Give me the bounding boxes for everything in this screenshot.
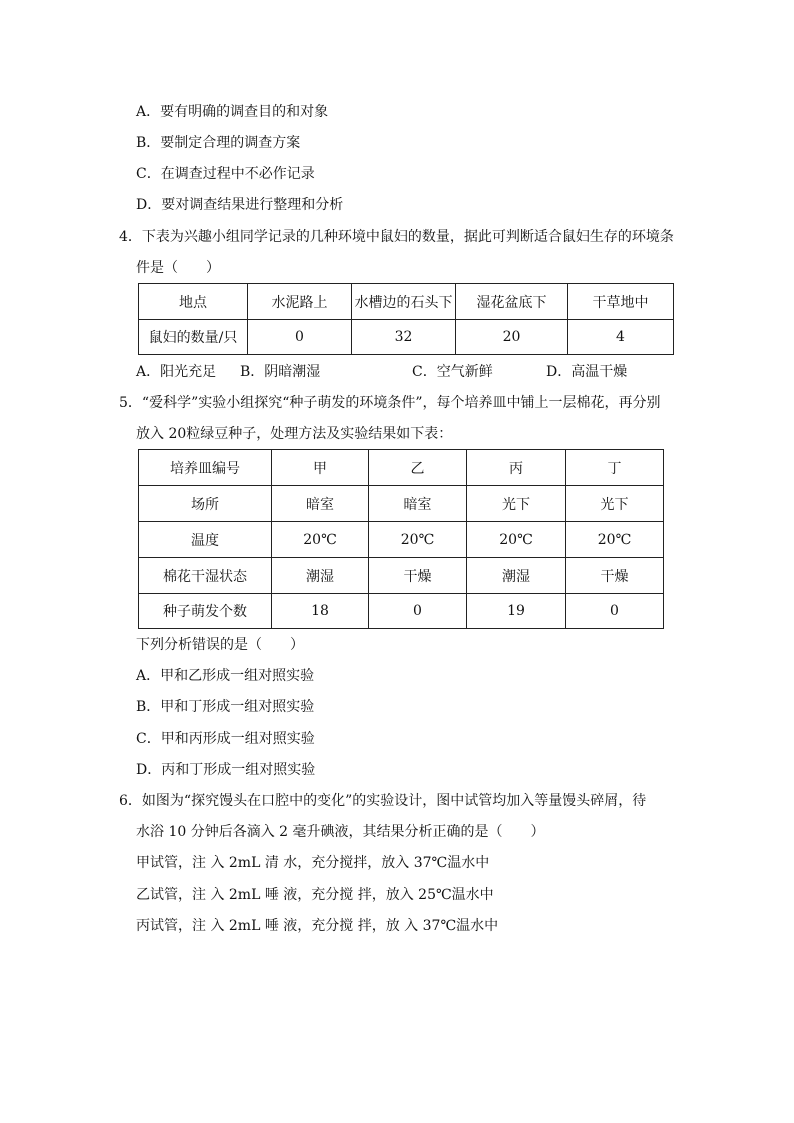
table-header-cell: 丙	[467, 450, 566, 486]
table-header-cell: 丁	[566, 450, 664, 486]
q3-option-b: B．要制定合理的调查方案	[136, 135, 301, 151]
table-header-cell: 乙	[369, 450, 467, 486]
q6-tube-yi: 乙试管，注 入 2mL 唾 液，充分搅 拌，放入 25℃温水中	[136, 887, 494, 903]
table-cell: 暗室	[272, 486, 369, 522]
table-cell: 18	[272, 594, 369, 629]
table-row	[139, 558, 664, 594]
table-row	[139, 284, 674, 320]
q4-option-c: C．空气新鲜	[412, 364, 493, 380]
q6-tube-jia: 甲试管，注 入 2mL 清 水，充分搅拌，放入 37℃温水中	[136, 855, 490, 871]
table-cell: 干燥	[566, 558, 664, 594]
table-row	[139, 450, 664, 486]
table-cell: 32	[352, 320, 456, 355]
table-cell: 暗室	[369, 486, 467, 522]
table-cell: 20	[456, 320, 568, 355]
q5-option-b: B．甲和丁形成一组对照实验	[136, 699, 315, 715]
q6-stem-line1: 6．如图为“探究馒头在口腔中的变化”的实验设计，图中试管均加入等量馒头碎屑，待	[119, 793, 647, 809]
q3-option-c: C．在调查过程中不必作记录	[136, 166, 315, 182]
table-cell: 场所	[139, 486, 272, 522]
table-header-cell: 培养皿编号	[139, 450, 272, 486]
q4-option-d: D．高温干燥	[546, 364, 628, 380]
table-row	[139, 522, 664, 558]
table-cell: 光下	[467, 486, 566, 522]
table-cell: 20℃	[467, 522, 566, 558]
table-header-cell: 甲	[272, 450, 369, 486]
table-cell: 潮湿	[467, 558, 566, 594]
table-row	[139, 486, 664, 522]
table-cell: 4	[568, 320, 674, 355]
table-cell: 19	[467, 594, 566, 629]
table-cell: 棉花干湿状态	[139, 558, 272, 594]
q3-option-a: A．要有明确的调查目的和对象	[136, 104, 329, 120]
table-header-cell: 湿花盆底下	[456, 284, 568, 320]
q4-stem-line1: 4．下表为兴趣小组同学记录的几种环境中鼠妇的数量，据此可判断适合鼠妇生存的环境条	[119, 229, 674, 245]
q5-option-a: A．甲和乙形成一组对照实验	[136, 668, 315, 684]
q5-question: 下列分析错误的是（ ）	[136, 637, 304, 653]
table-cell: 潮湿	[272, 558, 369, 594]
table-cell: 20℃	[566, 522, 664, 558]
q3-option-d: D．要对调查结果进行整理和分析	[136, 197, 344, 213]
q5-option-c: C．甲和丙形成一组对照实验	[136, 731, 315, 747]
table-cell: 0	[566, 594, 664, 629]
q5-stem-line1: 5．“爱科学”实验小组探究“种子萌发的环境条件”，每个培养皿中铺上一层棉花，再分别	[119, 395, 661, 411]
table-cell: 0	[248, 320, 352, 355]
q4-table	[138, 283, 674, 355]
table-row	[139, 320, 674, 355]
q6-tube-bing: 丙试管，注 入 2mL 唾 液，充分搅 拌，放 入 37℃温水中	[136, 918, 499, 934]
table-cell: 20℃	[272, 522, 369, 558]
q4-option-a: A．阳光充足	[136, 364, 217, 380]
table-cell: 温度	[139, 522, 272, 558]
table-row	[139, 594, 664, 629]
table-cell: 光下	[566, 486, 664, 522]
q5-option-d: D．丙和丁形成一组对照实验	[136, 762, 316, 778]
table-cell: 0	[369, 594, 467, 629]
table-header-cell: 地点	[139, 284, 248, 320]
table-header-cell: 水泥路上	[248, 284, 352, 320]
q6-stem-line2: 水浴 10 分钟后各滴入 2 毫升碘液，其结果分析正确的是（ ）	[136, 824, 545, 840]
table-cell: 20℃	[369, 522, 467, 558]
table-cell: 干燥	[369, 558, 467, 594]
q5-table	[138, 449, 664, 629]
table-header-cell: 干草地中	[568, 284, 674, 320]
q5-stem-line2: 放入 20粒绿豆种子，处理方法及实验结果如下表：	[136, 426, 453, 442]
q4-stem-line2: 件是（ ）	[136, 260, 220, 276]
q4-option-b: B．阴暗潮湿	[240, 364, 321, 380]
table-cell: 种子萌发个数	[139, 594, 272, 629]
table-header-cell: 水槽边的石头下	[352, 284, 456, 320]
table-cell: 鼠妇的数量/只	[139, 320, 248, 355]
